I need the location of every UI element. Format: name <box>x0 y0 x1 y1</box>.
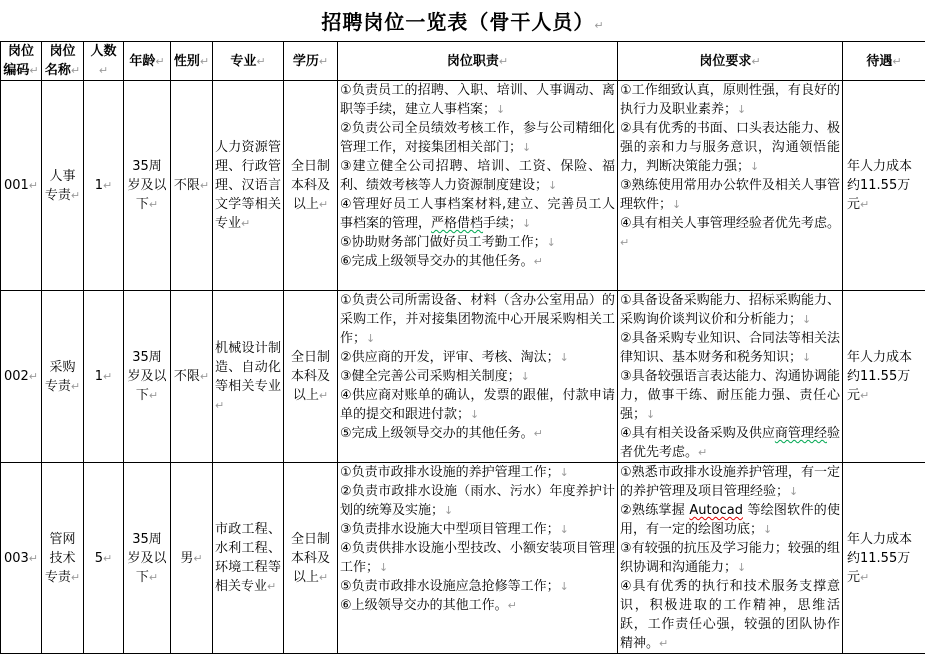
line-break-mark: ↓ <box>750 160 759 173</box>
text-line <box>620 424 840 462</box>
cell-requirements <box>618 81 843 291</box>
cell-end-mark: ↵ <box>29 552 38 565</box>
cell-text: ③具备较强语言表达能力、沟通协调能力，做事干练、耐压能力强、责任心强； <box>620 369 840 422</box>
text-line <box>340 424 615 443</box>
cell-text: ②具备采购专业知识、合同法等相关法律知识、基本财务和税务知识； <box>620 331 840 365</box>
text-line <box>620 577 840 653</box>
cell-end-mark: ↵ <box>508 599 517 612</box>
spelling-squiggle: Autocad <box>689 503 743 518</box>
cell-text: ①负责公司所需设备、材料（含办公室用品）的采购工作，并对接集团物流中心开展采购相关工作； <box>340 293 615 346</box>
cell-age <box>124 463 171 654</box>
cell-duties <box>338 81 618 291</box>
cell-text: 岗位要求 <box>699 54 751 69</box>
cell-text: 性别 <box>174 54 200 69</box>
cell-end-mark: ↵ <box>319 198 328 211</box>
text-line <box>340 577 615 596</box>
text-line <box>340 520 615 539</box>
text-line <box>340 81 615 119</box>
cell-name <box>42 291 84 463</box>
cell-text: ②供应商的开发，评审、考核、淘汰； <box>340 350 560 365</box>
cell-salary <box>843 463 925 654</box>
cell-end-mark: ↵ <box>751 55 760 68</box>
cell-end-mark: ↵ <box>149 198 158 211</box>
cell-gender <box>171 291 213 463</box>
recruitment-table <box>0 41 925 654</box>
cell-text: ④具有优秀的执行和技术服务支撑意识，积极进取的工作精神，思维活跃，工作责任心强，较强的团队协作精神。 <box>620 579 840 651</box>
cell-end-mark: ↵ <box>534 427 543 440</box>
line-break-mark: ↓ <box>802 313 811 326</box>
table-row <box>1 463 925 654</box>
cell-gender <box>171 463 213 654</box>
cell-text: 1 <box>95 178 103 193</box>
cell-end-mark: ↵ <box>534 255 543 268</box>
cell-end-mark: ↵ <box>241 217 250 230</box>
column-header <box>42 42 84 81</box>
cell-age <box>124 291 171 463</box>
cell-end-mark: ↵ <box>149 571 158 584</box>
line-break-mark: ↓ <box>444 504 453 517</box>
cell-code <box>1 291 42 463</box>
cell-text: 35周岁及以下 <box>127 350 166 403</box>
cell-text: 003 <box>4 551 29 566</box>
cell-end-mark: ↵ <box>149 389 158 402</box>
cell-text: 全日制本科及以上 <box>291 159 330 212</box>
text-line <box>340 233 615 252</box>
cell-text: 年龄 <box>129 54 155 69</box>
cell-end-mark: ↵ <box>200 179 209 192</box>
line-break-mark: ↓ <box>547 236 556 249</box>
cell-text: ①具备设备采购能力、招标采购能力、采购询价谈判议价和分析能力； <box>620 293 840 327</box>
text-line <box>340 157 615 195</box>
text-line <box>340 367 615 386</box>
cell-end-mark: ↵ <box>698 446 707 459</box>
cell-text: 岗位编码 <box>3 44 34 78</box>
column-header <box>618 42 843 81</box>
line-break-mark: ↓ <box>646 408 655 421</box>
text-line <box>340 386 615 424</box>
column-header <box>843 42 925 81</box>
cell-end-mark: ↵ <box>71 380 80 393</box>
cell-text: 学历 <box>293 54 319 69</box>
cell-end-mark: ↵ <box>200 370 209 383</box>
text-line <box>620 463 840 501</box>
line-break-mark: ↓ <box>560 466 569 479</box>
cell-text: 不限 <box>174 369 200 384</box>
text-line <box>620 119 840 176</box>
text-line <box>620 291 840 329</box>
text-line <box>340 539 615 577</box>
cell-text: 5 <box>95 551 103 566</box>
cell-end-mark: ↵ <box>71 64 80 77</box>
cell-end-mark: ↵ <box>659 637 668 650</box>
title-bar <box>0 0 925 41</box>
cell-end-mark: ↵ <box>499 55 508 68</box>
line-break-mark: ↓ <box>470 408 479 421</box>
cell-text: ③有较强的抗压及学习能力；较强的组织协调和沟通能力； <box>620 541 840 575</box>
cell-text: 35周岁及以下 <box>127 159 166 212</box>
cell-end-mark: ↵ <box>71 189 80 202</box>
cell-end-mark: ↵ <box>256 55 265 68</box>
column-header <box>1 42 42 81</box>
cell-text: 001 <box>4 178 29 193</box>
cell-text: ⑤完成上级领导交办的其他任务。 <box>340 426 534 441</box>
cell-text: ②熟练掌握 Autocad 等绘图软件的使用，有一定的绘图功底； <box>620 503 840 537</box>
cell-salary <box>843 291 925 463</box>
cell-count <box>84 81 124 291</box>
cell-end-mark: ↵ <box>29 64 38 77</box>
cell-text: ③建立健全公司招聘、培训、工资、保险、福利、绩效考核等人力资源制度建设； <box>340 159 615 193</box>
cell-end-mark: ↵ <box>103 179 112 192</box>
cell-text: ⑥完成上级领导交办的其他任务。 <box>340 254 534 269</box>
line-break-mark: ↓ <box>802 351 811 364</box>
cell-text: ①熟悉市政排水设施养护管理，有一定的养护管理及项目管理经验； <box>620 465 840 499</box>
page-title: 招聘岗位一览表（骨干人员） <box>321 10 594 34</box>
cell-text: 人数 <box>90 44 116 59</box>
cell-text: 待遇 <box>866 54 892 69</box>
cell-text: 人力资源管理、行政管理、汉语言文学等相关专业 <box>215 140 281 231</box>
cell-text: 35周岁及以下 <box>127 532 166 585</box>
cell-education <box>284 81 338 291</box>
cell-end-mark: ↵ <box>319 389 328 402</box>
column-header <box>213 42 284 81</box>
text-line <box>340 252 615 271</box>
cell-text: ④供应商对账单的确认，发票的跟催，付款申请单的提交和跟进付款； <box>340 388 615 422</box>
cell-text: ④负责供排水设施小型技改、小额安装项目管理工作； <box>340 541 615 575</box>
cell-name <box>42 463 84 654</box>
grammar-squiggle: 严格借档 <box>431 216 483 231</box>
cell-major <box>213 463 284 654</box>
column-header <box>171 42 213 81</box>
cell-end-mark: ↵ <box>860 389 869 402</box>
line-break-mark: ↓ <box>789 485 798 498</box>
cell-text: 002 <box>4 369 29 384</box>
cell-text: ①工作细致认真，原则性强，有良好的执行力及职业素养； <box>620 83 840 117</box>
cell-text: ②负责公司全员绩效考核工作，参与公司精细化管理工作，对接集团相关部门； <box>340 121 615 155</box>
table-header-row <box>1 42 925 81</box>
cell-text: ①负责员工的招聘、入职、培训、人事调动、离职等手续，建立人事档案； <box>340 83 615 117</box>
cell-text: 全日制本科及以上 <box>291 350 330 403</box>
column-header <box>84 42 124 81</box>
line-break-mark: ↓ <box>737 103 746 116</box>
table-row <box>1 81 925 291</box>
line-break-mark: ↓ <box>522 217 531 230</box>
cell-code <box>1 463 42 654</box>
cell-end-mark: ↵ <box>267 580 276 593</box>
line-break-mark: ↓ <box>366 332 375 345</box>
cell-text: ①负责市政排水设施的养护管理工作； <box>340 465 560 480</box>
line-break-mark: ↓ <box>560 523 569 536</box>
cell-education <box>284 291 338 463</box>
line-break-mark: ↓ <box>522 141 531 154</box>
cell-end-mark: ↵ <box>860 198 869 211</box>
text-line <box>620 539 840 577</box>
cell-requirements <box>618 291 843 463</box>
line-break-mark: ↓ <box>763 523 772 536</box>
cell-end-mark: ↵ <box>99 64 108 77</box>
cell-text: ⑤协助财务部门做好员工考勤工作； <box>340 235 547 250</box>
cell-end-mark: ↵ <box>319 55 328 68</box>
cell-text: ⑥上级领导交办的其他工作。 <box>340 598 508 613</box>
cell-end-mark: ↵ <box>103 370 112 383</box>
cell-text: ②负责市政排水设施（雨水、污水）年度养护计划的统筹及实施； <box>340 484 615 518</box>
cell-salary <box>843 81 925 291</box>
cell-name <box>42 81 84 291</box>
table-body <box>1 81 925 654</box>
cell-text: ③负责排水设施大中型项目管理工作； <box>340 522 560 537</box>
text-line <box>340 195 615 233</box>
cell-end-mark: ↵ <box>215 399 224 412</box>
cell-text: ③健全完善公司采购相关制度； <box>340 369 521 384</box>
text-line <box>340 596 615 615</box>
cell-text: 岗位职责 <box>447 54 499 69</box>
cell-requirements <box>618 463 843 654</box>
cell-major <box>213 291 284 463</box>
text-line <box>620 81 840 119</box>
line-break-mark: ↓ <box>548 179 557 192</box>
cell-end-mark: ↵ <box>29 179 38 192</box>
text-line <box>340 463 615 482</box>
cell-gender <box>171 81 213 291</box>
cell-text: ⑤负责市政排水设施应急抢修等工作； <box>340 579 560 594</box>
column-header <box>124 42 171 81</box>
line-break-mark: ↓ <box>737 561 746 574</box>
cell-text: 市政工程、水利工程、环境工程等相关专业 <box>215 522 281 594</box>
cell-text: ④管理好员工人事档案材料,建立、完善员工人事档案的管理，严格借档手续； <box>340 197 615 231</box>
paragraph-mark: ↵ <box>594 19 603 32</box>
cell-text: 管网技术专责 <box>45 532 76 585</box>
line-break-mark: ↓ <box>560 351 569 364</box>
cell-end-mark: ↵ <box>193 552 202 565</box>
cell-text: 年人力成本约11.55万元 <box>847 159 912 212</box>
text-line <box>620 367 840 424</box>
cell-text: 岗位名称 <box>45 44 76 78</box>
cell-age <box>124 81 171 291</box>
cell-text: ④具有相关人事管理经验者优先考虑。 <box>620 216 840 231</box>
cell-end-mark: ↵ <box>860 571 869 584</box>
cell-end-mark: ↵ <box>892 55 901 68</box>
cell-text: 全日制本科及以上 <box>291 532 330 585</box>
cell-text: 1 <box>95 369 103 384</box>
line-break-mark: ↓ <box>521 370 530 383</box>
table-row <box>1 291 925 463</box>
text-line <box>340 348 615 367</box>
cell-end-mark: ↵ <box>103 552 112 565</box>
cell-code <box>1 81 42 291</box>
column-header <box>338 42 618 81</box>
cell-text: 机械设计制造、自动化等相关专业 <box>215 341 281 394</box>
cell-text: ②具有优秀的书面、口头表达能力、极强的亲和力与服务意识，沟通领悟能力，判断决策能力强； <box>620 121 840 174</box>
cell-end-mark: ↵ <box>200 55 209 68</box>
cell-major <box>213 81 284 291</box>
cell-education <box>284 463 338 654</box>
cell-text: ③熟练使用常用办公软件及相关人事管理软件； <box>620 178 840 212</box>
grammar-squiggle: 商管理经 <box>775 426 827 441</box>
text-line <box>340 291 615 348</box>
line-break-mark: ↓ <box>560 580 569 593</box>
cell-duties <box>338 291 618 463</box>
cell-end-mark: ↵ <box>319 571 328 584</box>
text-line <box>620 176 840 214</box>
text-line <box>620 501 840 539</box>
text-line <box>620 214 840 252</box>
cell-text: ④具有相关设备采购及供应商管理经验者优先考虑。 <box>620 426 840 460</box>
cell-end-mark: ↵ <box>71 571 80 584</box>
cell-text: 采购专责 <box>45 360 76 394</box>
text-line <box>340 119 615 157</box>
text-line <box>340 482 615 520</box>
cell-end-mark: ↵ <box>620 236 629 249</box>
line-break-mark: ↓ <box>379 561 388 574</box>
text-line <box>620 329 840 367</box>
line-break-mark: ↓ <box>672 198 681 211</box>
cell-text: 不限 <box>174 178 200 193</box>
cell-duties <box>338 463 618 654</box>
cell-text: 人事专责 <box>45 169 76 203</box>
cell-text: 年人力成本约11.55万元 <box>847 350 912 403</box>
cell-end-mark: ↵ <box>29 370 38 383</box>
cell-text: 专业 <box>230 54 256 69</box>
cell-count <box>84 291 124 463</box>
cell-text: 男 <box>180 551 193 566</box>
cell-text: 年人力成本约11.55万元 <box>847 532 912 585</box>
column-header <box>284 42 338 81</box>
cell-count <box>84 463 124 654</box>
line-break-mark: ↓ <box>496 103 505 116</box>
cell-end-mark: ↵ <box>155 55 164 68</box>
